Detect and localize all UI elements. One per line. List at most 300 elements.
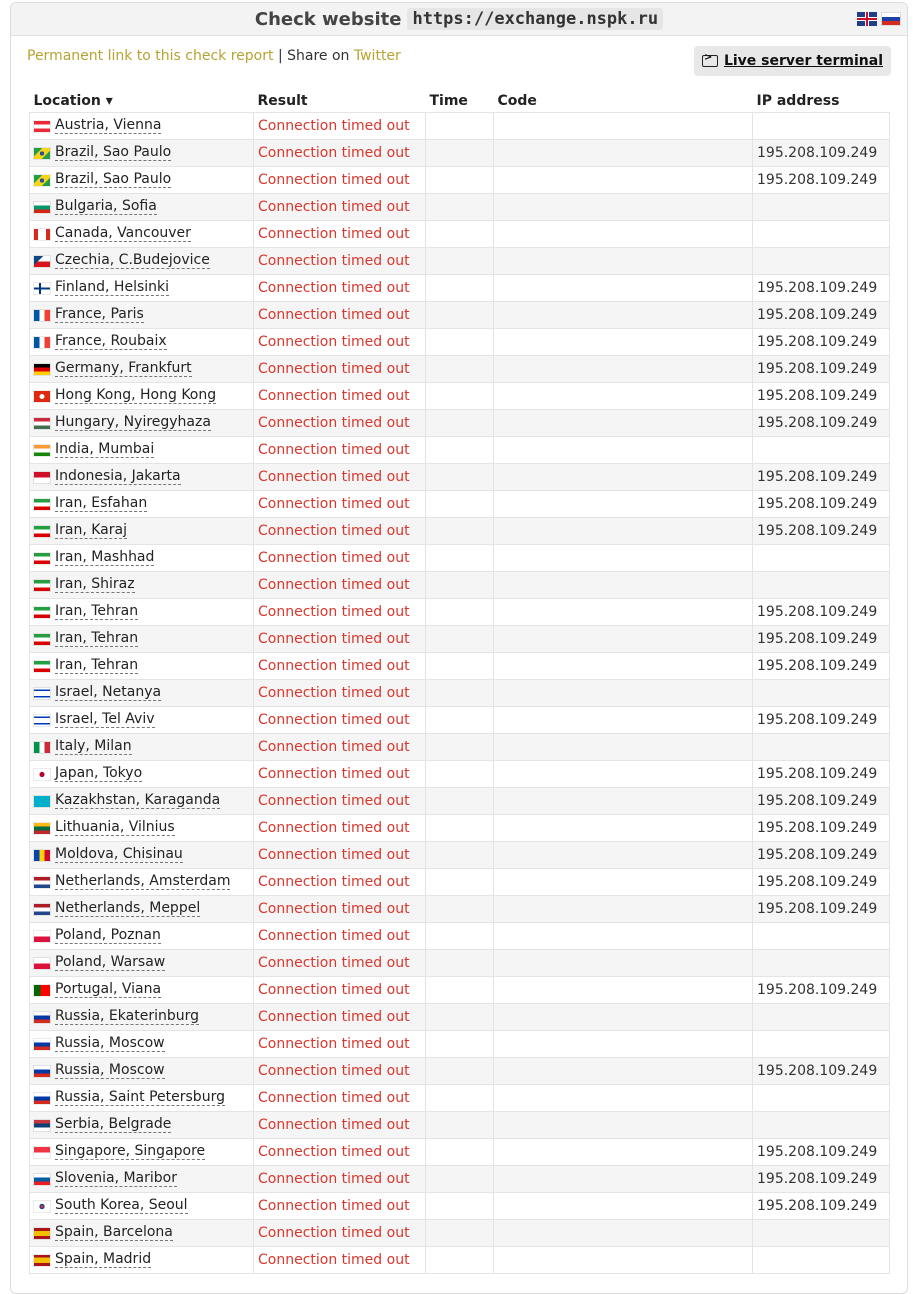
time-cell xyxy=(426,1058,494,1085)
time-cell xyxy=(426,1193,494,1220)
country-flag-icon xyxy=(34,931,50,942)
code-cell xyxy=(494,1085,753,1112)
result-cell: Connection timed out xyxy=(254,842,426,869)
table-row xyxy=(30,1193,890,1220)
result-cell: Connection timed out xyxy=(254,437,426,464)
location-name[interactable]: Canada, Vancouver xyxy=(55,225,191,241)
result-cell: Connection timed out xyxy=(254,491,426,518)
time-cell xyxy=(426,113,494,140)
ip-address-cell xyxy=(753,1220,890,1247)
location-cell xyxy=(30,437,254,464)
location-cell xyxy=(30,707,254,734)
ip-address-cell: 195.208.109.249 xyxy=(753,599,890,626)
location-name[interactable]: Iran, Tehran xyxy=(55,657,139,673)
location-cell xyxy=(30,761,254,788)
time-cell xyxy=(426,923,494,950)
table-row xyxy=(30,356,890,383)
location-name[interactable]: Moldova, Chisinau xyxy=(55,846,183,862)
ip-address-cell xyxy=(753,1247,890,1274)
ip-address-cell: 195.208.109.249 xyxy=(753,1193,890,1220)
location-name[interactable]: Singapore, Singapore xyxy=(55,1143,206,1159)
location-name[interactable]: South Korea, Seoul xyxy=(55,1197,188,1213)
page-title: Check website xyxy=(254,8,402,30)
location-cell xyxy=(30,1220,254,1247)
table-row xyxy=(30,977,890,1004)
code-cell xyxy=(494,167,753,194)
country-flag-icon xyxy=(34,661,50,672)
ip-address-cell: 195.208.109.249 xyxy=(753,869,890,896)
country-flag-icon xyxy=(34,499,50,510)
time-cell xyxy=(426,1247,494,1274)
ip-address-cell: 195.208.109.249 xyxy=(753,383,890,410)
location-cell xyxy=(30,680,254,707)
report-toolbar xyxy=(11,36,907,90)
code-cell xyxy=(494,248,753,275)
location-cell xyxy=(30,518,254,545)
column-code: Code xyxy=(497,93,537,109)
result-cell: Connection timed out xyxy=(254,572,426,599)
country-flag-icon xyxy=(34,148,50,159)
country-flag-icon xyxy=(34,229,50,240)
location-name[interactable]: Iran, Tehran xyxy=(55,630,139,646)
time-cell xyxy=(426,734,494,761)
location-name[interactable]: Serbia, Belgrade xyxy=(55,1116,172,1132)
location-name[interactable]: Lithuania, Vilnius xyxy=(55,819,175,835)
location-cell xyxy=(30,788,254,815)
location-name[interactable]: Austria, Vienna xyxy=(55,117,162,133)
location-cell xyxy=(30,896,254,923)
ip-address-cell: 195.208.109.249 xyxy=(753,707,890,734)
code-cell xyxy=(494,788,753,815)
table-row xyxy=(30,815,890,842)
result-cell: Connection timed out xyxy=(254,950,426,977)
code-cell xyxy=(494,626,753,653)
table-row xyxy=(30,788,890,815)
result-cell: Connection timed out xyxy=(254,1004,426,1031)
time-cell xyxy=(426,464,494,491)
time-cell xyxy=(426,1166,494,1193)
table-row xyxy=(30,383,890,410)
country-flag-icon xyxy=(34,634,50,645)
language-switcher xyxy=(857,12,901,26)
country-flag-icon xyxy=(34,445,50,456)
time-cell xyxy=(426,977,494,1004)
live-server-terminal-button[interactable] xyxy=(694,46,891,76)
location-cell xyxy=(30,383,254,410)
location-cell xyxy=(30,734,254,761)
code-cell xyxy=(494,869,753,896)
time-cell xyxy=(426,653,494,680)
code-cell xyxy=(494,275,753,302)
code-cell xyxy=(494,572,753,599)
result-cell: Connection timed out xyxy=(254,356,426,383)
separator: | xyxy=(277,48,283,64)
time-cell xyxy=(426,680,494,707)
table-row xyxy=(30,707,890,734)
location-name[interactable]: Brazil, Sao Paulo xyxy=(55,144,172,160)
ip-address-cell: 195.208.109.249 xyxy=(753,410,890,437)
table-row xyxy=(30,599,890,626)
country-flag-icon xyxy=(34,418,50,429)
time-cell xyxy=(426,815,494,842)
country-flag-icon xyxy=(34,877,50,888)
location-name[interactable]: Slovenia, Maribor xyxy=(55,1170,177,1186)
code-cell xyxy=(494,545,753,572)
location-name[interactable]: Russia, Moscow xyxy=(55,1035,165,1051)
time-cell xyxy=(426,572,494,599)
country-flag-icon xyxy=(34,175,50,186)
location-name[interactable]: Czechia, C.Budejovice xyxy=(55,252,210,268)
location-cell xyxy=(30,410,254,437)
time-cell xyxy=(426,518,494,545)
ip-address-cell xyxy=(753,194,890,221)
time-cell xyxy=(426,707,494,734)
table-row xyxy=(30,1220,890,1247)
table-row xyxy=(30,1139,890,1166)
country-flag-icon xyxy=(34,769,50,780)
location-cell xyxy=(30,869,254,896)
result-cell: Connection timed out xyxy=(254,1139,426,1166)
country-flag-icon xyxy=(34,796,50,807)
location-cell xyxy=(30,356,254,383)
ip-address-cell: 195.208.109.249 xyxy=(753,1166,890,1193)
table-row xyxy=(30,275,890,302)
column-ip-address: IP address xyxy=(756,93,840,109)
time-cell xyxy=(426,1139,494,1166)
results-table xyxy=(29,90,890,1274)
result-cell: Connection timed out xyxy=(254,302,426,329)
result-cell: Connection timed out xyxy=(254,113,426,140)
live-server-terminal-label: Live server terminal xyxy=(723,53,883,69)
location-name[interactable]: France, Paris xyxy=(55,306,144,322)
code-cell xyxy=(494,707,753,734)
code-cell xyxy=(494,1220,753,1247)
time-cell xyxy=(426,599,494,626)
country-flag-icon xyxy=(34,580,50,591)
time-cell xyxy=(426,1112,494,1139)
table-row xyxy=(30,140,890,167)
location-cell xyxy=(30,950,254,977)
ip-address-cell xyxy=(753,1085,890,1112)
country-flag-icon xyxy=(34,1255,50,1266)
table-row xyxy=(30,329,890,356)
table-row xyxy=(30,653,890,680)
code-cell xyxy=(494,896,753,923)
location-cell xyxy=(30,1085,254,1112)
ip-address-cell xyxy=(753,680,890,707)
ip-address-cell xyxy=(753,113,890,140)
code-cell xyxy=(494,977,753,1004)
table-row xyxy=(30,680,890,707)
time-cell xyxy=(426,491,494,518)
time-cell xyxy=(426,140,494,167)
country-flag-icon xyxy=(34,364,50,375)
code-cell xyxy=(494,1193,753,1220)
location-name[interactable]: Poland, Poznan xyxy=(55,927,161,943)
location-cell xyxy=(30,221,254,248)
code-cell xyxy=(494,329,753,356)
time-cell xyxy=(426,869,494,896)
code-cell xyxy=(494,140,753,167)
table-row xyxy=(30,734,890,761)
result-cell: Connection timed out xyxy=(254,167,426,194)
location-cell xyxy=(30,545,254,572)
location-name[interactable]: Spain, Barcelona xyxy=(55,1224,173,1240)
time-cell xyxy=(426,1220,494,1247)
location-cell xyxy=(30,1112,254,1139)
code-cell xyxy=(494,1247,753,1274)
twitter-link[interactable]: Twitter xyxy=(353,48,401,64)
country-flag-icon xyxy=(34,283,50,294)
country-flag-icon xyxy=(34,850,50,861)
code-cell xyxy=(494,761,753,788)
result-cell: Connection timed out xyxy=(254,1031,426,1058)
ip-address-cell: 195.208.109.249 xyxy=(753,761,890,788)
ip-address-cell: 195.208.109.249 xyxy=(753,464,890,491)
location-name[interactable]: Israel, Tel Aviv xyxy=(55,711,155,727)
column-location[interactable]: Location ▾ xyxy=(33,93,113,109)
location-name[interactable]: Hong Kong, Hong Kong xyxy=(55,387,217,403)
table-row xyxy=(30,248,890,275)
result-cell: Connection timed out xyxy=(254,1058,426,1085)
location-name[interactable]: Russia, Ekaterinburg xyxy=(55,1008,199,1024)
location-cell xyxy=(30,1004,254,1031)
time-cell xyxy=(426,788,494,815)
country-flag-icon xyxy=(34,310,50,321)
time-cell xyxy=(426,761,494,788)
country-flag-icon xyxy=(34,1228,50,1239)
country-flag-icon xyxy=(34,256,50,267)
permanent-link[interactable]: Permanent link to this check report xyxy=(27,48,274,64)
ip-address-cell xyxy=(753,923,890,950)
location-name[interactable]: Kazakhstan, Karaganda xyxy=(55,792,221,808)
country-flag-icon xyxy=(34,121,50,132)
result-cell: Connection timed out xyxy=(254,626,426,653)
country-flag-icon xyxy=(34,823,50,834)
table-row xyxy=(30,896,890,923)
table-row xyxy=(30,842,890,869)
time-cell xyxy=(426,545,494,572)
location-name[interactable]: Israel, Netanya xyxy=(55,684,162,700)
location-name[interactable]: Iran, Karaj xyxy=(55,522,127,538)
time-cell xyxy=(426,410,494,437)
code-cell xyxy=(494,599,753,626)
code-cell xyxy=(494,302,753,329)
country-flag-icon xyxy=(34,607,50,618)
location-name[interactable]: Japan, Tokyo xyxy=(55,765,143,781)
location-name[interactable]: Netherlands, Meppel xyxy=(55,900,201,916)
time-cell xyxy=(426,1031,494,1058)
time-cell xyxy=(426,302,494,329)
code-cell xyxy=(494,950,753,977)
location-name[interactable]: Poland, Warsaw xyxy=(55,954,166,970)
location-name[interactable]: Germany, Frankfurt xyxy=(55,360,192,376)
country-flag-icon xyxy=(34,1066,50,1077)
location-cell xyxy=(30,977,254,1004)
country-flag-icon xyxy=(34,553,50,564)
location-name[interactable]: Russia, Moscow xyxy=(55,1062,165,1078)
location-name[interactable]: Spain, Madrid xyxy=(55,1251,152,1267)
ip-address-cell: 195.208.109.249 xyxy=(753,275,890,302)
check-report-panel xyxy=(10,2,908,1294)
ip-address-cell: 195.208.109.249 xyxy=(753,329,890,356)
location-name[interactable]: Iran, Shiraz xyxy=(55,576,135,592)
location-cell xyxy=(30,626,254,653)
table-row xyxy=(30,1004,890,1031)
location-cell xyxy=(30,194,254,221)
ip-address-cell: 195.208.109.249 xyxy=(753,302,890,329)
code-cell xyxy=(494,1004,753,1031)
table-row xyxy=(30,1085,890,1112)
result-cell: Connection timed out xyxy=(254,761,426,788)
time-cell xyxy=(426,194,494,221)
location-cell xyxy=(30,113,254,140)
column-time: Time xyxy=(429,93,468,109)
ip-address-cell xyxy=(753,1112,890,1139)
location-cell xyxy=(30,653,254,680)
code-cell xyxy=(494,680,753,707)
code-cell xyxy=(494,923,753,950)
country-flag-icon xyxy=(34,742,50,753)
time-cell xyxy=(426,950,494,977)
code-cell xyxy=(494,491,753,518)
location-name[interactable]: Iran, Mashhad xyxy=(55,549,155,565)
location-name[interactable]: Indonesia, Jakarta xyxy=(55,468,181,484)
location-name[interactable]: Hungary, Nyiregyhaza xyxy=(55,414,211,430)
time-cell xyxy=(426,275,494,302)
country-flag-icon xyxy=(34,391,50,402)
location-name[interactable]: Iran, Esfahan xyxy=(55,495,148,511)
result-cell: Connection timed out xyxy=(254,734,426,761)
table-row xyxy=(30,302,890,329)
table-row xyxy=(30,464,890,491)
share-label: Share on xyxy=(287,48,350,64)
table-row xyxy=(30,167,890,194)
table-row xyxy=(30,626,890,653)
code-cell xyxy=(494,1166,753,1193)
result-cell: Connection timed out xyxy=(254,1085,426,1112)
code-cell xyxy=(494,1031,753,1058)
ip-address-cell: 195.208.109.249 xyxy=(753,626,890,653)
ip-address-cell xyxy=(753,950,890,977)
time-cell xyxy=(426,437,494,464)
result-cell: Connection timed out xyxy=(254,923,426,950)
location-cell xyxy=(30,842,254,869)
time-cell xyxy=(426,1085,494,1112)
ip-address-cell: 195.208.109.249 xyxy=(753,1058,890,1085)
code-cell xyxy=(494,356,753,383)
result-cell: Connection timed out xyxy=(254,1247,426,1274)
result-cell: Connection timed out xyxy=(254,248,426,275)
location-name[interactable]: Finland, Helsinki xyxy=(55,279,170,295)
ip-address-cell xyxy=(753,221,890,248)
code-cell xyxy=(494,437,753,464)
ip-address-cell: 195.208.109.249 xyxy=(753,356,890,383)
country-flag-icon xyxy=(34,688,50,699)
table-row xyxy=(30,410,890,437)
location-cell xyxy=(30,572,254,599)
location-name[interactable]: Italy, Milan xyxy=(55,738,132,754)
table-row xyxy=(30,1112,890,1139)
code-cell xyxy=(494,1112,753,1139)
ip-address-cell: 195.208.109.249 xyxy=(753,977,890,1004)
table-row xyxy=(30,572,890,599)
table-row xyxy=(30,437,890,464)
location-cell xyxy=(30,1031,254,1058)
table-row xyxy=(30,518,890,545)
table-row xyxy=(30,950,890,977)
result-cell: Connection timed out xyxy=(254,977,426,1004)
location-cell xyxy=(30,815,254,842)
result-cell: Connection timed out xyxy=(254,275,426,302)
share-links xyxy=(27,48,401,64)
result-cell: Connection timed out xyxy=(254,410,426,437)
result-cell: Connection timed out xyxy=(254,1112,426,1139)
result-cell: Connection timed out xyxy=(254,518,426,545)
russian-flag-icon[interactable] xyxy=(881,12,901,26)
location-name[interactable]: Netherlands, Amsterdam xyxy=(55,873,231,889)
location-cell xyxy=(30,167,254,194)
country-flag-icon xyxy=(34,904,50,915)
time-cell xyxy=(426,383,494,410)
code-cell xyxy=(494,1058,753,1085)
location-cell xyxy=(30,1166,254,1193)
result-cell: Connection timed out xyxy=(254,1220,426,1247)
location-name[interactable]: Brazil, Sao Paulo xyxy=(55,171,172,187)
ip-address-cell: 195.208.109.249 xyxy=(753,815,890,842)
country-flag-icon xyxy=(34,985,50,996)
location-name[interactable]: Bulgaria, Sofia xyxy=(55,198,157,214)
country-flag-icon xyxy=(34,1093,50,1104)
code-cell xyxy=(494,842,753,869)
result-cell: Connection timed out xyxy=(254,545,426,572)
code-cell xyxy=(494,815,753,842)
title-bar xyxy=(11,3,907,36)
country-flag-icon xyxy=(34,1012,50,1023)
country-flag-icon xyxy=(34,1039,50,1050)
ip-address-cell xyxy=(753,248,890,275)
ip-address-cell xyxy=(753,545,890,572)
time-cell xyxy=(426,626,494,653)
table-row xyxy=(30,1031,890,1058)
location-name[interactable]: Russia, Saint Petersburg xyxy=(55,1089,225,1105)
result-cell: Connection timed out xyxy=(254,707,426,734)
location-name[interactable]: France, Roubaix xyxy=(55,333,167,349)
location-name[interactable]: Iran, Tehran xyxy=(55,603,139,619)
location-cell xyxy=(30,140,254,167)
location-cell xyxy=(30,275,254,302)
time-cell xyxy=(426,356,494,383)
country-flag-icon xyxy=(34,337,50,348)
table-row xyxy=(30,923,890,950)
column-result: Result xyxy=(257,93,308,109)
result-cell: Connection timed out xyxy=(254,329,426,356)
location-name[interactable]: India, Mumbai xyxy=(55,441,155,457)
location-cell xyxy=(30,329,254,356)
code-cell xyxy=(494,518,753,545)
english-flag-icon[interactable] xyxy=(857,12,877,26)
result-cell: Connection timed out xyxy=(254,680,426,707)
time-cell xyxy=(426,1004,494,1031)
result-cell: Connection timed out xyxy=(254,140,426,167)
ip-address-cell xyxy=(753,1004,890,1031)
table-row xyxy=(30,545,890,572)
location-name[interactable]: Portugal, Viana xyxy=(55,981,162,997)
ip-address-cell: 195.208.109.249 xyxy=(753,1139,890,1166)
time-cell xyxy=(426,248,494,275)
result-cell: Connection timed out xyxy=(254,1193,426,1220)
ip-address-cell: 195.208.109.249 xyxy=(753,842,890,869)
